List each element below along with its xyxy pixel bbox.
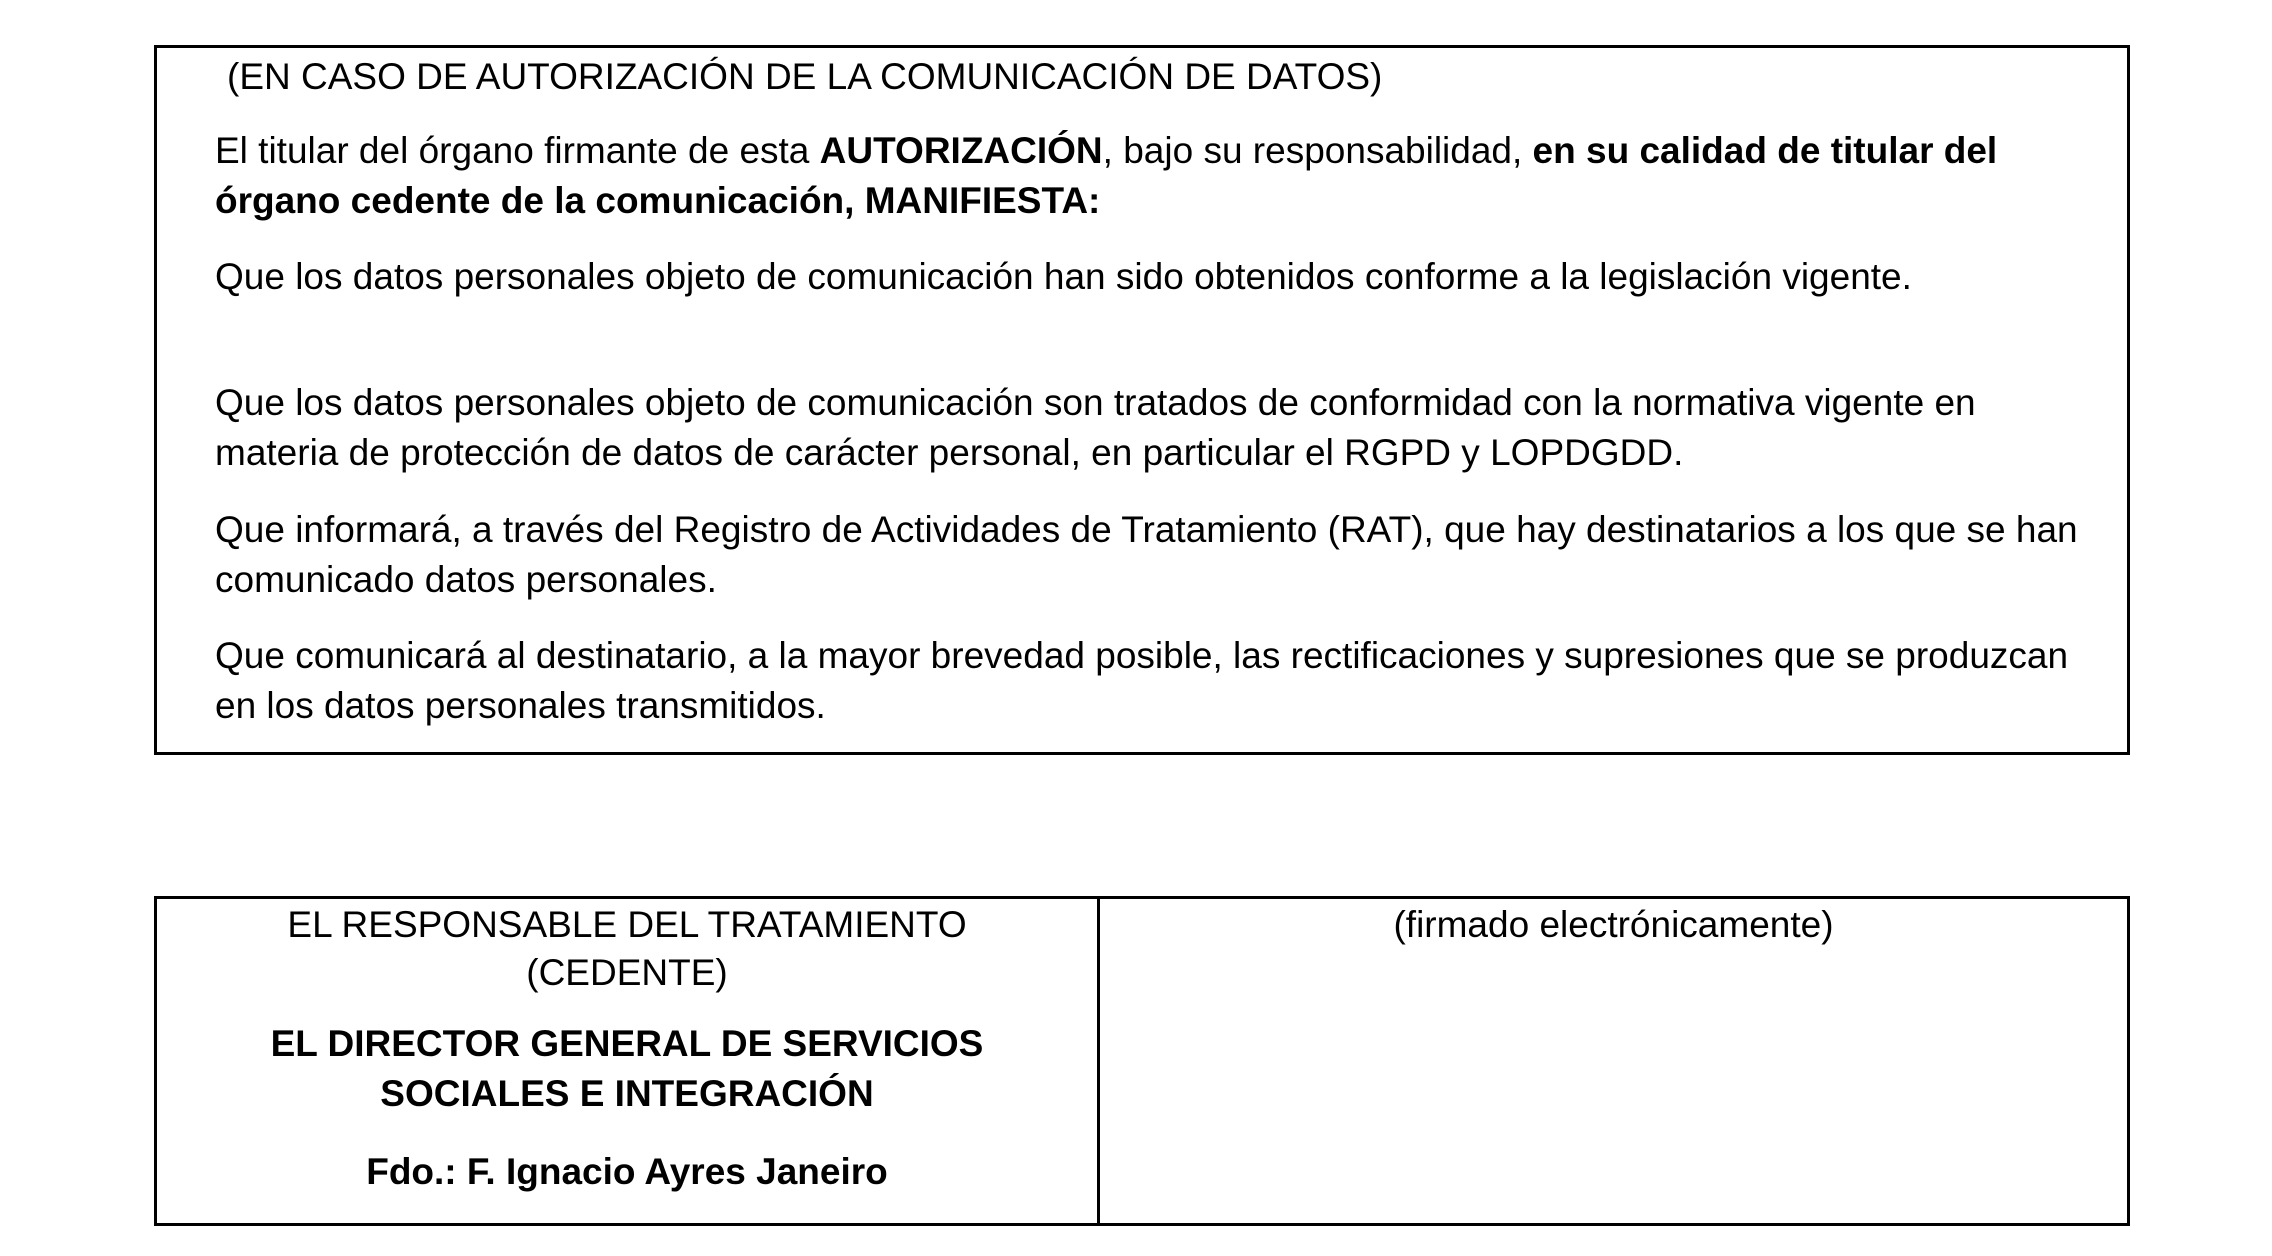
manifest-paragraph-4: Que comunicará al destinatario, a la mayor brevedad posible, las rectificaciones y supresiones que se produzcan en los datos personales transmitidos. xyxy=(215,635,2069,726)
director-title-line2: SOCIALES E INTEGRACIÓN xyxy=(380,1073,874,1114)
authorization-intro-paragraph xyxy=(215,126,2095,226)
intro-text-autorizacion: AUTORIZACIÓN xyxy=(819,130,1103,171)
authorization-caption: (EN CASO DE AUTORIZACIÓN DE LA COMUNICACIÓN DE DATOS) xyxy=(227,56,1383,97)
director-title-line1: EL DIRECTOR GENERAL DE SERVICIOS xyxy=(270,1023,984,1064)
signed-by-name: Fdo.: F. Ignacio Ayres Janeiro xyxy=(366,1151,888,1192)
manifest-paragraph-1: Que los datos personales objeto de comunicación han sido obtenidos conforme a la legislación vigente. xyxy=(215,256,1912,297)
manifest-paragraph-3: Que informará, a través del Registro de Actividades de Tratamiento (RAT), que hay destinatarios a los que se han comunicado datos personales. xyxy=(215,509,2078,600)
responsible-title xyxy=(157,901,1097,997)
intro-text-manifiesta: en su calidad de titular del órgano cedente de la comunicación, MANIFIESTA: xyxy=(215,130,1998,221)
signature-cell xyxy=(1100,899,2127,1223)
responsible-title-line2: (CEDENTE) xyxy=(526,952,728,993)
intro-text-part1: El titular del órgano firmante de esta xyxy=(215,130,820,171)
manifest-paragraph-2: Que los datos personales objeto de comunicación son tratados de conformidad con la normativa vigente en materia de protección de datos de carácter personal, en particular el RGPD y LOPDGDD. xyxy=(215,382,1976,473)
responsible-title-line1: EL RESPONSABLE DEL TRATAMIENTO xyxy=(287,904,967,945)
signature-table xyxy=(154,896,2130,1226)
electronic-signature-note: (firmado electrónicamente) xyxy=(1393,904,1834,945)
intro-text-part3: , bajo su responsabilidad, xyxy=(1102,130,1533,171)
responsible-cell xyxy=(157,899,1100,1223)
director-title xyxy=(157,1019,1097,1119)
authorization-manifest-box xyxy=(154,45,2130,755)
